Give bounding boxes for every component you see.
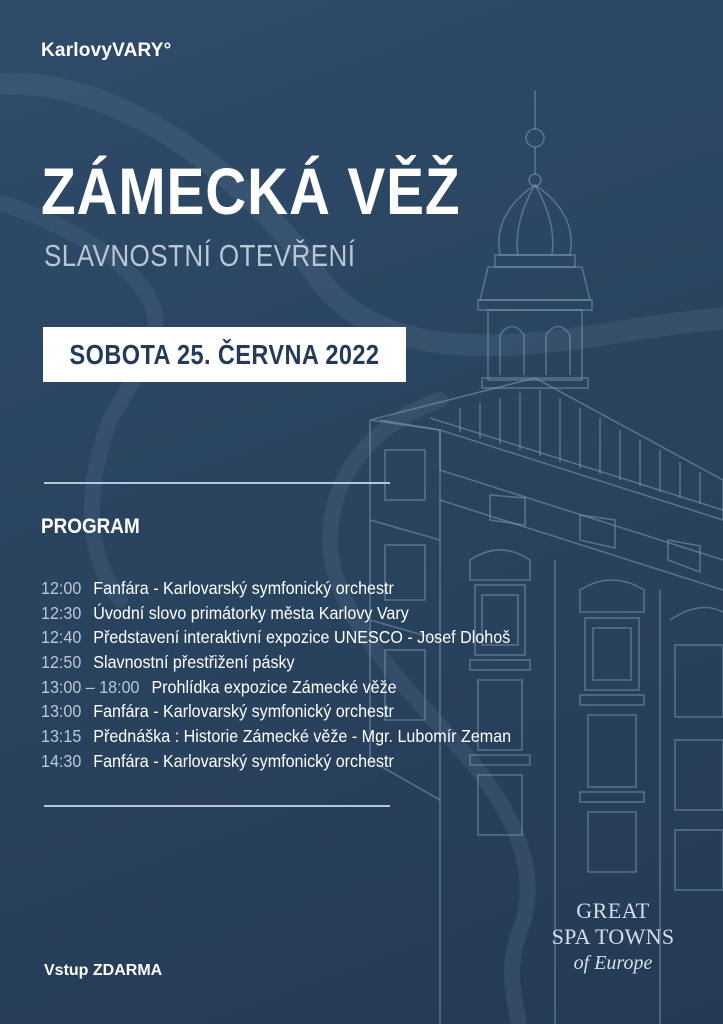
program-item-time: 13:00 – 18:00	[41, 676, 140, 697]
program-item-time: 12:00	[41, 577, 82, 598]
partner-line-3: of Europe	[573, 952, 653, 974]
program-item-text: Představení interaktivní expozice UNESCO - Josef Dlohoš	[93, 627, 511, 648]
event-date: SOBOTA 25. ČERVNA 2022	[69, 338, 380, 370]
great-spa-towns-logo	[540, 898, 686, 976]
program-item-time: 13:00	[41, 701, 82, 722]
program-item-text: Fanfára - Karlovarský symfonický orchestr	[93, 701, 394, 722]
divider-bottom	[44, 805, 390, 807]
program-item	[41, 749, 511, 774]
program-item	[41, 650, 511, 675]
program-item-text: Slavnostní přestřižení pásky	[93, 651, 295, 672]
program-item-text: Přednáška : Historie Zámecké věže - Mgr. Lubomír Zeman	[93, 725, 512, 746]
karlovy-vary-logo: KarlovyVARY°	[41, 40, 172, 61]
program-item-text: Úvodní slovo primátorky města Karlovy Vary	[93, 602, 409, 623]
program-item	[41, 699, 511, 724]
event-subtitle: SLAVNOSTNÍ OTEVŘENÍ	[44, 238, 356, 273]
program-item	[41, 601, 511, 626]
program-item-time: 14:30	[41, 750, 82, 771]
partner-line-2: SPA TOWNS	[551, 924, 675, 949]
program-heading: PROGRAM	[41, 515, 140, 538]
program-item-time: 12:50	[41, 651, 82, 672]
date-banner	[43, 327, 406, 382]
program-item	[41, 576, 511, 601]
program-list	[41, 576, 552, 774]
program-item-time: 12:40	[41, 627, 82, 648]
event-title: ZÁMECKÁ VĚŽ	[41, 154, 461, 228]
program-item	[41, 675, 511, 700]
program-item-time: 12:30	[41, 602, 82, 623]
program-item-time: 13:15	[41, 725, 82, 746]
program-item-text: Fanfára - Karlovarský symfonický orchestr	[93, 750, 394, 771]
program-item	[41, 625, 511, 650]
entry-info: Vstup ZDARMA	[44, 962, 163, 979]
program-item	[41, 724, 511, 749]
partner-line-1: GREAT	[576, 898, 650, 923]
program-item-text: Prohlídka expozice Zámecké věže	[151, 676, 397, 697]
program-item-text: Fanfára - Karlovarský symfonický orchestr	[93, 577, 394, 598]
divider-top	[44, 482, 390, 484]
